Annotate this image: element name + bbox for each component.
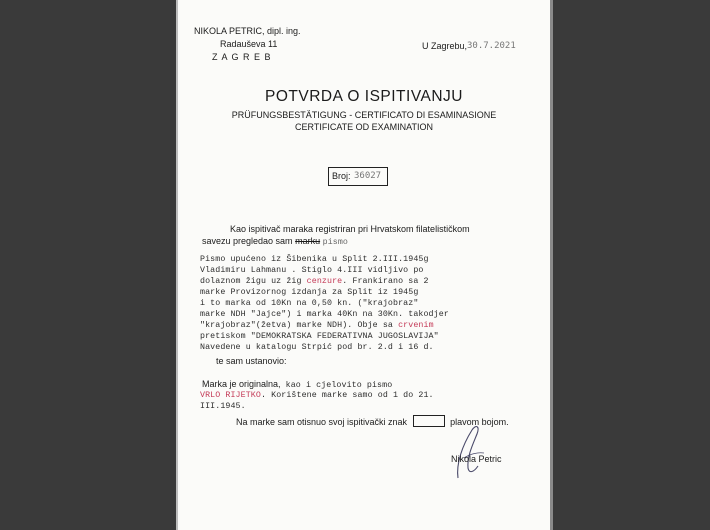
number-value: 36027 <box>354 171 382 181</box>
page-right-edge <box>550 0 553 530</box>
result-line-2 <box>200 391 434 400</box>
sender-name: NIKOLA PETRIC, dipl. ing. <box>194 26 301 36</box>
signature-scribble <box>444 422 494 480</box>
examiner-mark-box <box>413 415 445 427</box>
number-box <box>328 167 388 186</box>
result-line-1 <box>202 379 392 390</box>
intro-line-1: Kao ispitivač maraka registriran pri Hrvatskom filatelističkom <box>230 224 470 234</box>
established-text: te sam ustanovio: <box>216 356 287 366</box>
date-handwritten: 30.7.2021 <box>467 41 516 51</box>
sender-city: Z A G R E B <box>212 52 272 62</box>
intro-text: savezu pregledao sam <box>202 236 293 246</box>
description-line-7a: "krajobraz"(žetva) marke NDH). Obje sa <box>200 321 399 330</box>
description-line-7 <box>200 321 434 330</box>
closing-before: Na marke sam otisnuo svoj ispitivački znak <box>236 417 408 427</box>
result-usage: . Korištene marke samo od 1 do 21. <box>260 391 434 400</box>
result-typed: kao i cjelovito pismo <box>280 381 393 390</box>
closing-after: plavom bojom. <box>450 417 509 427</box>
description-line-5: i to marka od 10Kn na 0,50 kn. ("krajobraz" <box>200 299 419 308</box>
page-left-edge <box>176 0 178 530</box>
intro-line-2 <box>202 236 348 247</box>
certificate-subtitle-1: PRÜFUNGSBESTÄTIGUNG - CERTIFICATO DI ESAMINASIONE <box>231 110 497 120</box>
description-line-6: marke NDH "Jajce") i marka 40Kn na 30Kn. takodjer <box>200 310 449 319</box>
typed-over-word: pismo <box>322 238 349 247</box>
certificate-page <box>178 0 550 530</box>
description-line-7b: crvenim <box>398 321 434 330</box>
description-line-3a: dolaznom žigu uz žig <box>200 277 307 286</box>
description-line-3b: cenzure <box>306 277 343 286</box>
struck-word: marku <box>295 236 321 246</box>
description-line-1: Pismo upućeno iz Šibenika u Split 2.III.1945g <box>200 255 429 264</box>
place-label: U Zagrebu, <box>422 41 468 51</box>
result-line-3: III.1945. <box>200 402 246 411</box>
description-line-4: marke Provizornog izdanja za Split iz 1945g <box>200 288 419 297</box>
description-line-3 <box>200 277 429 286</box>
signature-name: Nikola Petric <box>451 454 502 464</box>
result-rarity: VRLO RIJETKO <box>200 391 261 400</box>
description-line-9: Navedene u katalogu Strpić pod br. 2.d i 16 d. <box>200 343 434 352</box>
result-printed: Marka je originalna, <box>202 379 281 389</box>
certificate-title: POTVRDA O ISPITIVANJU <box>265 88 463 105</box>
number-label: Broj: <box>332 171 351 181</box>
certificate-subtitle-2: CERTIFICATE OD EXAMINATION <box>294 122 433 132</box>
description-line-8: pretiskom "DEMOKRATSKA FEDERATIVNA JUGOSLAVIJA" <box>200 332 439 341</box>
description-line-2: Vladimiru Lahmanu . Stiglo 4.III vidljivo po <box>200 266 424 275</box>
sender-street: Radauševa 11 <box>220 39 278 49</box>
description-line-3c: . Frankirano sa 2 <box>342 277 429 286</box>
